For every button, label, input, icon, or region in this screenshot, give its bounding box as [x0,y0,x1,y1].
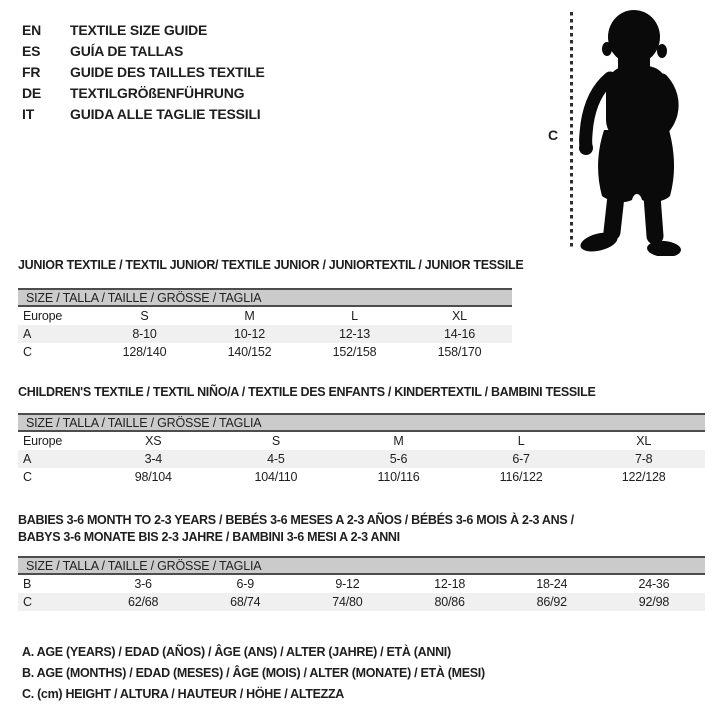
children-table-title: CHILDREN'S TEXTILE / TEXTIL NIÑO/A / TEXTILE DES ENFANTS / KINDERTEXTIL / BAMBINI TESSILE [18,385,596,399]
cell-value: 158/170 [437,345,482,359]
row-label: A [23,452,32,466]
babies-size-table [18,556,705,611]
cell-value: 6-9 [236,577,254,591]
cell-value: L [351,309,358,323]
table-row-c [18,593,705,611]
cell-value: 116/122 [499,470,543,484]
table-row-c [18,468,705,486]
cell-value: 122/128 [621,470,666,484]
table-row-c [18,343,512,361]
row-label: B [23,577,32,591]
babies-table-title-line2: BABYS 3-6 MONATE BIS 2-3 JAHRE / BAMBINI 3-6 MESI A 2-3 ANNI [18,530,400,544]
cell-value: XL [452,309,467,323]
cell-value: S [140,309,149,323]
cell-value: 5-6 [389,452,408,466]
row-label: C [23,470,32,484]
table-row-europe [18,307,512,325]
cell-value: S [271,434,280,448]
cell-value: 14-16 [444,327,475,341]
cell-value: 98/104 [134,470,172,484]
height-label: C [548,127,559,143]
cell-value: 92/98 [638,595,670,609]
cell-value: 86/92 [536,595,567,609]
cell-value: 68/74 [230,595,261,609]
babies-table-title-line1: BABIES 3-6 MONTH TO 2-3 YEARS / BEBÉS 3-6 MESES A 2-3 AÑOS / BÉBÉS 3-6 MOIS À 2-3 ANS / [18,513,574,527]
row-label: A [23,327,32,341]
language-code: EN [22,22,42,38]
cell-value: 3-6 [134,577,152,591]
cell-value: 12-18 [434,577,466,591]
language-title: TEXTILE SIZE GUIDE [70,22,208,38]
cell-value: 104/110 [254,470,298,484]
footnotes [22,642,485,705]
junior-table-title: JUNIOR TEXTILE / TEXTIL JUNIOR/ TEXTILE JUNIOR / JUNIORTEXTIL / JUNIOR TESSILE [18,258,524,272]
language-list [22,20,265,125]
table-row-a [18,325,512,343]
language-row [22,20,265,41]
cell-value: 18-24 [536,577,568,591]
language-row [22,104,265,125]
size-header-bar: SIZE / TALLA / TAILLE / GRÖSSE / TAGLIA [18,288,512,307]
language-title: GUIDE DES TAILLES TEXTILE [70,64,265,80]
cell-value: 24-36 [638,577,670,591]
cell-value: 8-10 [132,327,157,341]
cell-value: 80/86 [434,595,465,609]
cell-value: 74/80 [332,595,363,609]
cell-value: 4-5 [267,452,285,466]
language-title: GUÍA DE TALLAS [70,43,184,59]
language-code: IT [22,106,35,122]
cell-value: 140/152 [227,345,272,359]
language-row [22,62,265,83]
footnote-c: C. (cm) HEIGHT / ALTURA / HAUTEUR / HÖHE / ALTEZZA [22,687,345,701]
footnote-b: B. AGE (MONTHS) / EDAD (MESES) / ÂGE (MOIS) / ALTER (MONATE) / ETÀ (MESI) [22,666,485,680]
cell-value: XL [636,434,652,448]
size-header-bar: SIZE / TALLA / TAILLE / GRÖSSE / TAGLIA [18,413,705,432]
cell-value: 62/68 [127,595,159,609]
cell-value: 128/140 [122,345,167,359]
table-row-europe [18,432,705,450]
language-title: GUIDA ALLE TAGLIE TESSILI [70,106,261,122]
cell-value: 3-4 [144,452,163,466]
cell-value: 110/116 [377,470,420,484]
language-title: TEXTILGRÖßENFÜHRUNG [70,85,245,101]
language-row [22,41,265,62]
table-row-b [18,575,705,593]
size-header-bar: SIZE / TALLA / TAILLE / GRÖSSE / TAGLIA [18,556,705,575]
language-code: ES [22,43,41,59]
row-label: Europe [23,309,63,323]
row-label: C [23,595,32,609]
cell-value: 12-13 [339,327,370,341]
language-row [22,83,265,104]
height-measure-line [570,12,573,250]
cell-value: M [393,434,404,448]
cell-value: 6-7 [512,452,530,466]
cell-value: 7-8 [634,452,653,466]
children-size-table [18,413,705,486]
cell-value: 10-12 [234,327,265,341]
row-label: Europe [23,434,63,448]
cell-value: L [517,434,525,448]
language-code: DE [22,85,42,101]
row-label: C [23,345,32,359]
cell-value: 9-12 [335,577,360,591]
cell-value: 152/158 [332,345,377,359]
table-row-a [18,450,705,468]
junior-size-table [18,288,512,361]
footnote-a: A. AGE (YEARS) / EDAD (AÑOS) / ÂGE (ANS) / ALTER (JAHRE) / ETÀ (ANNI) [22,645,451,659]
cell-value: XS [145,434,162,448]
cell-value: M [244,309,255,323]
toddler-silhouette-icon [576,6,698,256]
language-code: FR [22,64,41,80]
